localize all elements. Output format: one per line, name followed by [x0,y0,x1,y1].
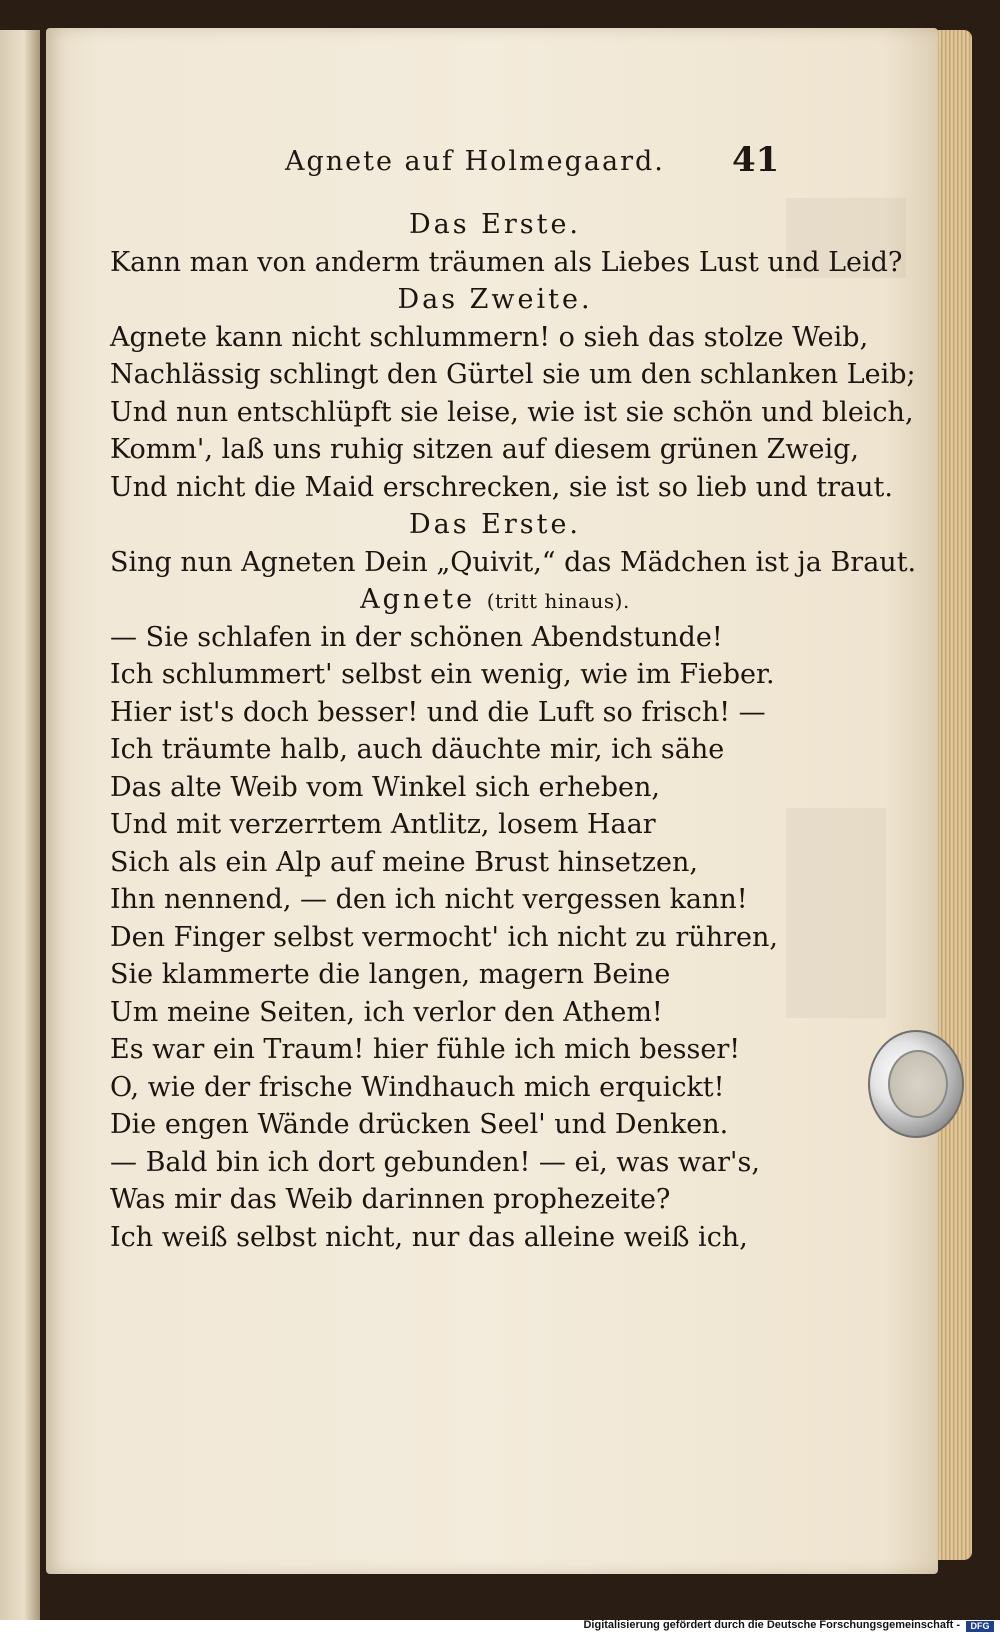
footer-bar [0,1620,1000,1634]
verse-text: Es war ein Traum! hier fühle ich mich besser! [110,1034,741,1065]
footer-credit: Digitalisierung gefördert durch die Deutsche Forschungsgemeinschaft - [583,1619,960,1631]
verse-line [0,694,1000,732]
speaker-name: Das Erste. [408,209,582,240]
page-number: 41 [732,140,780,180]
verse-text: Ihn nennend, — den ich nicht vergessen kann! [110,884,748,915]
verse-text: Hier ist's doch besser! und die Luft so frisch! — [110,696,766,728]
verse-text: Ich träumte halb, auch däuchte mir, ich sähe [110,734,725,765]
verse-text: Sie klammerte die langen, magern Beine [110,959,671,990]
running-head [0,140,1000,184]
paper-clip [868,1030,964,1138]
verse-text: — Sie schlafen in der schönen Abendstunde! [110,621,723,653]
verse-text: Was mir das Weib darinnen prophezeite? [110,1184,671,1215]
verse-text: Ich weiß selbst nicht, nur das alleine weiß ich, [110,1221,748,1253]
verse-line [0,881,1000,919]
verse-line [0,544,1000,582]
dfg-logo: DFG [966,1621,994,1632]
verse-line [0,844,1000,882]
verse-text: Ich schlummert' selbst ein wenig, wie im Fieber. [110,659,775,690]
speaker-line [0,506,1000,544]
verse-text: Und nicht die Maid erschrecken, sie ist so lieb und traut. [110,471,893,503]
verse-text: Um meine Seiten, ich verlor den Athem! [110,996,663,1028]
verse-line [0,469,1000,507]
verse-line [0,394,1000,432]
stage-direction: (tritt hinaus). [486,589,630,613]
verse-line [0,1219,1000,1257]
text-block [0,206,1000,1256]
verse-text: Und nun entschlüpft sie leise, wie ist sie schön und bleich, [110,396,914,428]
verse-line [0,731,1000,769]
verse-text: Den Finger selbst vermocht' ich nicht zu rühren, [110,921,778,953]
verse-line [0,806,1000,844]
verse-text: Die engen Wände drücken Seel' und Denken. [110,1109,729,1140]
verse-text: Nachlässig schlingt den Gürtel sie um den schlanken Leib; [110,359,916,390]
verse-line [0,319,1000,357]
verse-line [0,956,1000,994]
verse-line [0,619,1000,657]
paper-clip-loop [888,1050,948,1118]
speaker-name: Das Erste. [408,509,582,540]
verse-text: — Bald bin ich dort gebunden! — ei, was war's, [110,1146,760,1178]
verse-line [0,769,1000,807]
verse-text: Komm', laß uns ruhig sitzen auf diesem grünen Zweig, [110,434,860,465]
speaker-line [0,206,1000,244]
verse-text: Sing nun Agneten Dein „Quivit,“ das Mädchen ist ja Braut. [110,546,917,578]
verse-text: O, wie der frische Windhauch mich erquickt! [110,1071,725,1103]
verse-line [0,1106,1000,1144]
verse-text: Sich als ein Alp auf meine Brust hinsetzen, [110,846,698,878]
verse-line [0,919,1000,957]
verse-line [0,244,1000,282]
verse-text: Das alte Weib vom Winkel sich erheben, [110,771,660,803]
verse-line [0,994,1000,1032]
verse-text: Und mit verzerrtem Antlitz, losem Haar [110,809,656,840]
verse-line [0,1069,1000,1107]
verse-line [0,431,1000,469]
speaker-name: Das Zweite. [397,284,593,315]
verse-line [0,656,1000,694]
verse-line [0,356,1000,394]
verse-line [0,1144,1000,1182]
speaker-name: Agnete [360,584,476,615]
speaker-line [0,581,1000,619]
verse-text: Agnete kann nicht schlummern! o sieh das stolze Weib, [110,321,869,353]
verse-text: Kann man von anderm träumen als Liebes Lust und Leid? [110,246,903,278]
running-title: Agnete auf Holmegaard. [285,146,665,177]
speaker-line [0,281,1000,319]
verse-line [0,1181,1000,1219]
verse-line [0,1031,1000,1069]
